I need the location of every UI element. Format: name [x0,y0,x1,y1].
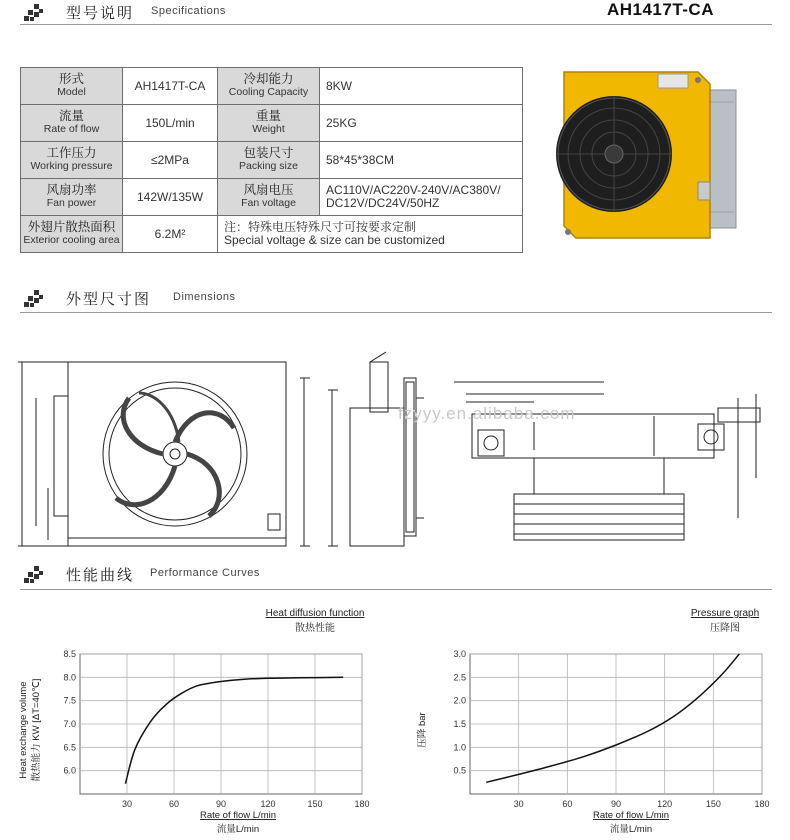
label-cell: 风扇功率 Fan power [21,179,123,216]
product-photo [548,62,770,254]
pressure-chart [395,640,790,840]
x-tick-label: 180 [354,799,370,809]
table-row [21,179,523,216]
x-tick-label: 120 [260,799,276,809]
dimensions-header [0,286,790,310]
pressure-chart-title: Pressure graph 压降图 [690,608,760,634]
table-row [21,68,523,105]
y-axis-label: Heat exchange volume [18,681,29,779]
label-cell: 冷却能力 Cooling Capacity [218,68,320,105]
y-tick-label: 7.0 [63,719,76,729]
value-cell: ≤2MPa [123,142,218,179]
section-title-zh: 型号说明 [66,4,135,22]
label-cell: 外翅片散热面积 Exterior cooling area [21,216,123,253]
value-cell: AC110V/AC220V-240V/AC380V/ DC12V/DC24V/50HZ [320,179,523,216]
value-cell: 142W/135W [123,179,218,216]
section-title-en: Specifications [151,5,226,17]
chart-ticks [63,649,369,809]
heat-curve [125,677,343,783]
y-tick-label: 6.5 [63,742,76,753]
y-tick-label: 8.5 [63,649,76,659]
y-tick-label: 2.5 [453,672,466,683]
y-tick-label: 1.5 [453,719,466,729]
y-tick-label: 6.0 [63,765,76,776]
section-divider [20,24,772,25]
x-tick-label: 60 [168,799,180,809]
section-title-en: Dimensions [173,291,236,303]
y-axis-label-zh: 散热能力 KW [ΔT=40℃] [31,678,42,782]
table-row [21,216,523,253]
x-axis-label-zh: 流量L/min [609,824,653,835]
y-tick-label: 3.0 [453,649,466,659]
watermark-text: fzyyy.en.alibaba.com [398,404,576,423]
y-tick-label: 1.0 [453,742,466,753]
value-cell: 25KG [320,105,523,142]
heat-diffusion-chart [0,640,395,840]
label-cell: 形式 Model [21,68,123,105]
performance-header [0,562,790,586]
x-axis-label: Rate of flow L/min [592,810,670,821]
x-tick-label: 150 [705,799,721,809]
x-tick-label: 180 [754,799,770,809]
x-tick-label: 30 [121,799,133,809]
section-squares-icon [24,2,44,22]
x-tick-label: 60 [562,799,573,809]
section-squares-icon [24,564,44,584]
x-tick-label: 30 [513,799,524,809]
label-cell: 风扇电压 Fan voltage [218,179,320,216]
specifications-table [20,67,523,253]
dimension-drawings [14,338,774,556]
value-cell: AH1417T-CA [123,68,218,105]
label-cell: 流量 Rate of flow [21,105,123,142]
section-divider [20,312,772,313]
value-cell: 150L/min [123,105,218,142]
y-tick-label: 0.5 [453,765,466,776]
label-cell: 重量 Weight [218,105,320,142]
section-title-zh: 性能曲线 [66,566,135,584]
y-axis-label: 压降 bar [417,712,428,748]
note-cell: 注：特殊电压特殊尺寸可按要求定制 Special voltage & size can be customized [218,216,523,253]
model-number-title: AH1417T-CA [606,0,714,19]
chart-grid [470,654,762,794]
value-cell: 8KW [320,68,523,105]
section-squares-icon [24,288,44,308]
value-cell: 6.2M² [123,216,218,253]
section-title-zh: 外型尺寸图 [66,290,152,308]
y-tick-label: 8.0 [63,672,76,683]
x-axis-label-zh: 流量L/min [216,824,260,835]
y-tick-label: 2.0 [453,695,466,706]
section-title-en: Performance Curves [150,567,260,579]
pressure-curve [486,654,739,782]
heat-chart-title: Heat diffusion function 散热性能 [265,608,365,634]
label-cell: 工作压力 Working pressure [21,142,123,179]
x-tick-label: 90 [610,799,622,809]
x-tick-label: 150 [307,799,323,809]
x-tick-label: 90 [215,799,227,809]
chart-grid [80,654,362,794]
table-row [21,105,523,142]
chart-ticks [453,649,769,809]
section-divider [20,589,772,590]
x-axis-label: Rate of flow L/min [199,810,277,821]
value-cell: 58*45*38CM [320,142,523,179]
label-cell: 包装尺寸 Packing size [218,142,320,179]
x-tick-label: 120 [657,799,673,809]
table-row [21,142,523,179]
y-tick-label: 7.5 [63,695,76,706]
